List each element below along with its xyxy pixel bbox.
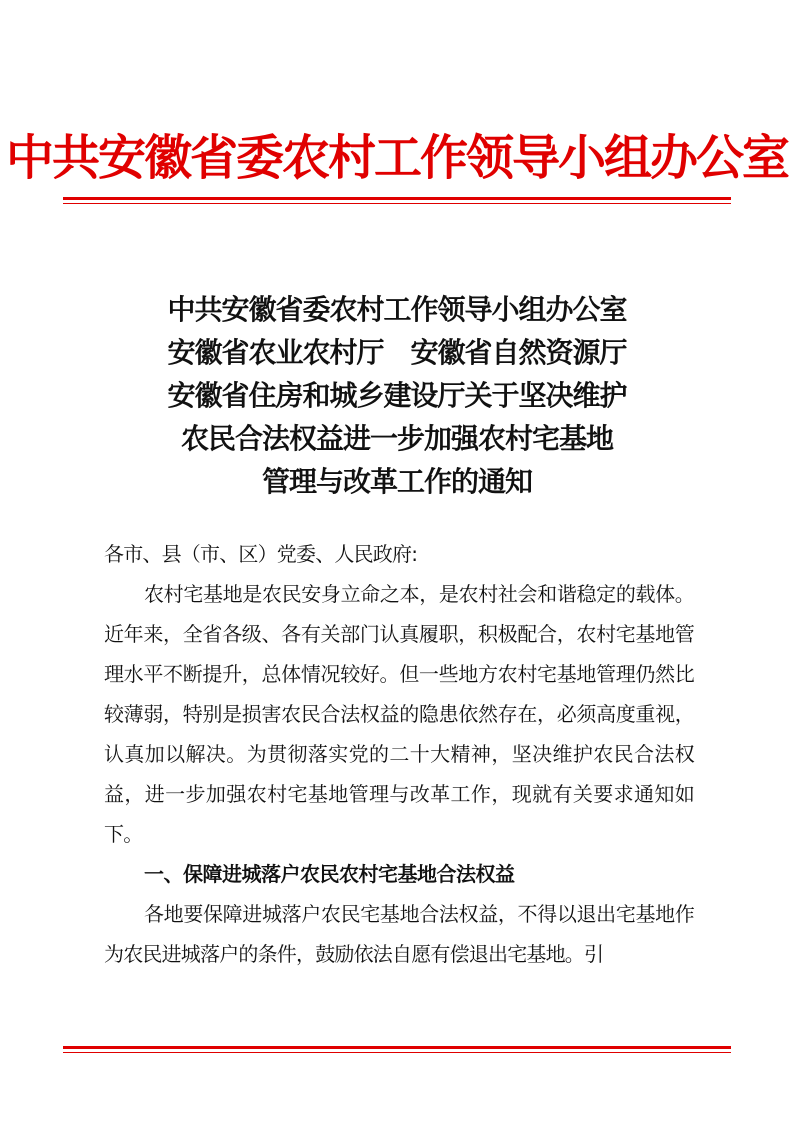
- footer-rule-thick: [63, 1046, 731, 1049]
- header-rule-thin: [63, 203, 731, 204]
- header-rule-thick: [63, 197, 731, 200]
- title-line: 中共安徽省委农村工作领导小组办公室: [167, 293, 627, 326]
- footer-rule-thin: [63, 1052, 731, 1053]
- body-paragraph: 各地要保障进城落户农民宅基地合法权益，不得以退出宅基地作为农民进城落户的条件，鼓励依法自愿有偿退出宅基地。引: [104, 902, 694, 966]
- title-line: 管理与改革工作的通知: [261, 465, 532, 498]
- section-heading: 一、保障进城落户农民农村宅基地合法权益: [144, 862, 515, 886]
- title-line: 安徽省农业农村厅 安徽省自然资源厅: [167, 336, 627, 369]
- title-line: 农民合法权益进一步加强农村宅基地: [180, 422, 613, 455]
- letterhead-title: 中共安徽省委农村工作领导小组办公室: [5, 130, 788, 186]
- title-line: 安徽省住房和城乡建设厅关于坚决维护: [167, 379, 627, 412]
- salutation: 各市、县（市、区）党委、人民政府:: [104, 542, 418, 566]
- document-title: [0, 288, 794, 503]
- document-body: [104, 534, 694, 974]
- body-paragraph: 农村宅基地是农民安身立命之本，是农村社会和谐稳定的载体。近年来，全省各级、各有关部门认真履职，积极配合，农村宅基地管理水平不断提升，总体情况较好。但一些地方农村宅基地管理仍然比较薄弱，特别是损害农民合法权益的隐患依然存在，必须高度重视，认真加以解决。为贯彻落实党的二十大精神，坚决维护农民合法权益，进一步加强农村宅基地管理与改革工作，现就有关要求通知如下。: [104, 582, 694, 846]
